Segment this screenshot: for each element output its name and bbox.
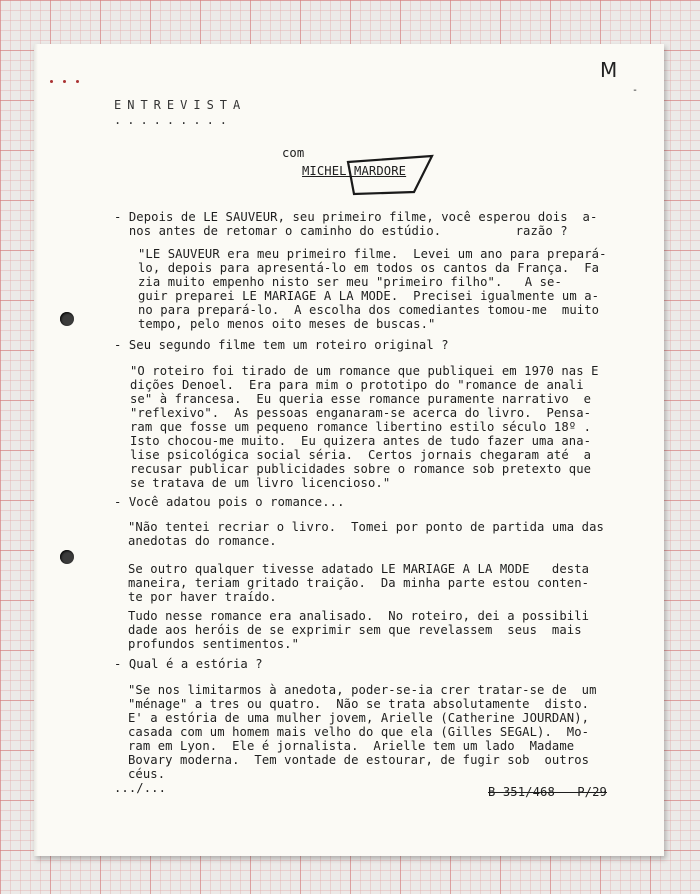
- page-title: ENTREVISTA: [114, 98, 247, 112]
- question-3: - Você adatou pois o romance...: [114, 495, 345, 509]
- answer-line: ram em Lyon. Ele é jornalista. Arielle tem um lado Madame: [128, 739, 575, 753]
- answer-line: casada com um homem mais velho do que ela (Gilles SEGAL). Mo-: [128, 725, 590, 739]
- answer-line: dições Denoel. Era para mim o prototipo do "romance de anali: [130, 378, 584, 392]
- answer-line: lo, depois para apresentá-lo em todos os cantos da França. Fa: [138, 261, 600, 275]
- answer-line: "LE SAUVEUR era meu primeiro filme. Levei um ano para prepará-: [138, 247, 607, 261]
- question-1-line-2: nos antes de retomar o caminho do estúdio. razão ?: [114, 224, 568, 238]
- typed-page: [34, 44, 664, 856]
- answer-line: Bovary moderna. Tem vontade de estourar, de fugir sob outros: [128, 753, 590, 767]
- answer-line: recusar publicar publicidades sobre o romance sob pretexto que: [130, 462, 592, 476]
- answer-line: Isto chocou-me muito. Eu quizera antes de tudo fazer uma ana-: [130, 434, 592, 448]
- answer-line: "reflexivo". As pessoas enganaram-se acerca do livro. Pensa-: [130, 406, 592, 420]
- answer-line: "Não tentei recriar o livro. Tomei por ponto de partida uma das: [128, 520, 604, 534]
- answer-line: se" à francesa. Eu queria esse romance puramente narrativo e: [130, 392, 592, 406]
- answer-line: no para prepará-lo. A escolha dos comediantes tomou-me muito: [138, 303, 600, 317]
- answer-line: te por haver traído.: [128, 590, 277, 604]
- answer-line: "Se nos limitarmos à anedota, poder-se-ia crer tratar-se de um: [128, 683, 597, 697]
- answer-line: Se outro qualquer tivesse adatado LE MARIAGE A LA MODE desta: [128, 562, 590, 576]
- answer-line: Tudo nesse romance era analisado. No roteiro, dei a possibili: [128, 609, 590, 623]
- answer-line: zia muito empenho nisto ser meu "primeiro filho". A se-: [138, 275, 562, 289]
- question-2: - Seu segundo filme tem um roteiro original ?: [114, 338, 449, 352]
- answer-line: lise psicológica social séria. Certos jornais chegaram até a: [130, 448, 592, 462]
- answer-line: anedotas do romance.: [128, 534, 277, 548]
- handwritten-box: [342, 152, 442, 202]
- document-reference: B-351/468 - P/29: [488, 785, 607, 799]
- punch-hole-top: [60, 312, 74, 326]
- answer-line: céus.: [128, 767, 166, 781]
- continuation-mark: .../...: [114, 781, 167, 795]
- answer-line: guir preparei LE MARIAGE A LA MODE. Precisei igualmente um a-: [138, 289, 600, 303]
- answer-line: maneira, teriam gritado traição. Da minha parte estou conten-: [128, 576, 590, 590]
- corner-dash: -: [632, 85, 639, 96]
- with-label: com: [282, 146, 305, 160]
- question-1-line-1: - Depois de LE SAUVEUR, seu primeiro filme, você esperou dois a-: [114, 210, 598, 224]
- interviewee-name: MICHEL MARDORE: [302, 164, 407, 178]
- answer-line: ram que fosse um pequeno romance libertino estilo século 18º .: [130, 420, 592, 434]
- corner-mark: M: [600, 58, 618, 82]
- answer-line: "ménage" a tres ou quatro. Não se trata absolutamente disto.: [128, 697, 590, 711]
- title-dots: .........: [114, 113, 234, 127]
- answer-line: dade aos heróis de se exprimir sem que revelassem seus mais: [128, 623, 582, 637]
- punch-hole-bottom: [60, 550, 74, 564]
- question-4: - Qual é a estória ?: [114, 657, 263, 671]
- answer-line: "O roteiro foi tirado de um romance que publiquei em 1970 nas E: [130, 364, 599, 378]
- answer-line: profundos sentimentos.": [128, 637, 300, 651]
- answer-line: E' a estória de uma mulher jovem, Arielle (Catherine JOURDAN),: [128, 711, 590, 725]
- answer-line: se tratava de um livro licencioso.": [130, 476, 391, 490]
- punch-marks: [50, 68, 89, 87]
- answer-line: tempo, pelo menos oito meses de buscas.": [138, 317, 436, 331]
